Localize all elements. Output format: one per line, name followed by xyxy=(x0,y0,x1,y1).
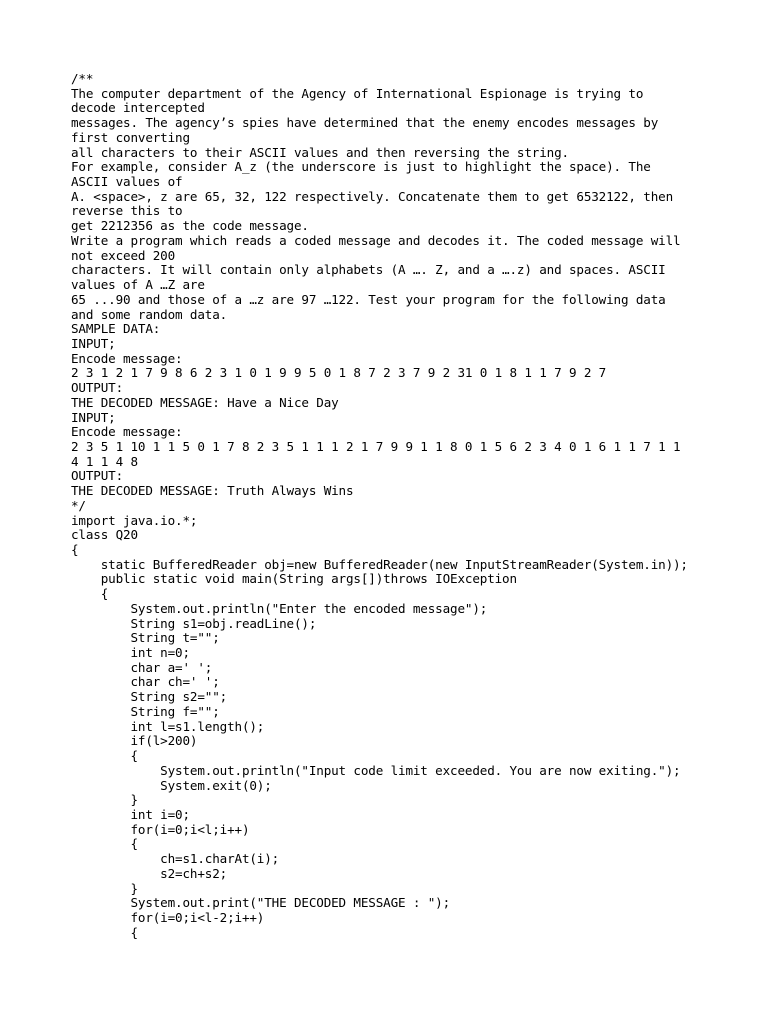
text-line: String t=""; xyxy=(71,630,220,646)
text-line: { xyxy=(71,586,109,602)
text-line: 65 ...90 and those of a …z are 97 …122. Test your program for the following data xyxy=(71,291,666,307)
text-line: */ xyxy=(71,497,86,513)
text-line: A. <space>, z are 65, 32, 122 respectively. Concatenate them to get 6532122, then xyxy=(71,188,673,204)
text-line: System.out.println("Input code limit exceeded. You are now exiting."); xyxy=(71,762,681,778)
text-line: decode intercepted xyxy=(71,100,205,116)
text-line: { xyxy=(71,748,138,764)
text-line: if(l>200) xyxy=(71,733,198,749)
text-line: import java.io.*; xyxy=(71,512,198,528)
text-line: for(i=0;i<l;i++) xyxy=(71,821,250,837)
text-line: int n=0; xyxy=(71,645,190,661)
text-line: char ch=' '; xyxy=(71,674,220,690)
text-line: For example, consider A_z (the underscore is just to highlight the space). The xyxy=(71,159,651,175)
text-line: int l=s1.length(); xyxy=(71,718,265,734)
text-line: /** xyxy=(71,71,94,86)
text-line: OUTPUT: xyxy=(71,380,124,396)
text-line: String s2=""; xyxy=(71,689,228,705)
text-line: } xyxy=(71,792,138,808)
text-line: { xyxy=(71,924,138,940)
text-line: all characters to their ASCII values and then reversing the string. xyxy=(71,144,569,160)
text-line: INPUT; xyxy=(71,335,116,351)
text-line: 2 3 5 1 10 1 1 5 0 1 7 8 2 3 5 1 1 1 2 1 7 9 9 1 1 8 0 1 5 6 2 3 4 0 1 6 1 1 7 1 1 xyxy=(71,438,681,454)
text-line: not exceed 200 xyxy=(71,247,176,263)
text-line: ASCII values of xyxy=(71,174,183,190)
text-line: Write a program which reads a coded message and decodes it. The coded message will xyxy=(71,232,681,248)
text-line: THE DECODED MESSAGE: Have a Nice Day xyxy=(71,394,339,410)
text-line: messages. The agency’s spies have determined that the enemy encodes messages by xyxy=(71,115,659,131)
text-line: The computer department of the Agency of International Espionage is trying to xyxy=(71,85,644,101)
text-line: first converting xyxy=(71,129,190,145)
text-line: OUTPUT: xyxy=(71,468,124,484)
text-line: for(i=0;i<l-2;i++) xyxy=(71,909,265,925)
text-line: System.exit(0); xyxy=(71,777,272,793)
text-line: String f=""; xyxy=(71,703,220,719)
text-line: System.out.println("Enter the encoded message"); xyxy=(71,600,488,616)
text-line: SAMPLE DATA: xyxy=(71,321,161,337)
text-line: String s1=obj.readLine(); xyxy=(71,615,317,631)
text-line: { xyxy=(71,542,79,557)
text-line: { xyxy=(71,836,138,852)
text-line: get 2212356 as the code message. xyxy=(71,218,309,234)
text-line: static BufferedReader obj=new BufferedReader(new InputStreamReader(System.in)); xyxy=(71,556,688,572)
text-line: reverse this to xyxy=(71,203,183,219)
text-line: s2=ch+s2; xyxy=(71,865,228,881)
text-line: 4 1 1 4 8 xyxy=(71,453,138,469)
text-line: THE DECODED MESSAGE: Truth Always Wins xyxy=(71,483,354,499)
text-line: characters. It will contain only alphabets (A …. Z, and a ….z) and spaces. ASCII xyxy=(71,262,666,278)
text-line: char a=' '; xyxy=(71,659,213,675)
text-line: } xyxy=(71,880,138,896)
text-line: Encode message: xyxy=(71,424,183,440)
text-line: System.out.print("THE DECODED MESSAGE : "); xyxy=(71,895,451,911)
text-line: 2 3 1 2 1 7 9 8 6 2 3 1 0 1 9 9 5 0 1 8 7 2 3 7 9 2 31 0 1 8 1 1 7 9 2 7 xyxy=(71,365,607,381)
text-line: Encode message: xyxy=(71,350,183,366)
text-line: INPUT; xyxy=(71,409,116,425)
text-line: class Q20 xyxy=(71,527,138,543)
text-line: values of A …Z are xyxy=(71,277,205,293)
document-page xyxy=(71,72,711,940)
text-line: int i=0; xyxy=(71,806,190,822)
text-line: and some random data. xyxy=(71,306,228,322)
text-line: ch=s1.charAt(i); xyxy=(71,851,280,867)
text-line: public static void main(String args[])throws IOException xyxy=(71,571,517,587)
